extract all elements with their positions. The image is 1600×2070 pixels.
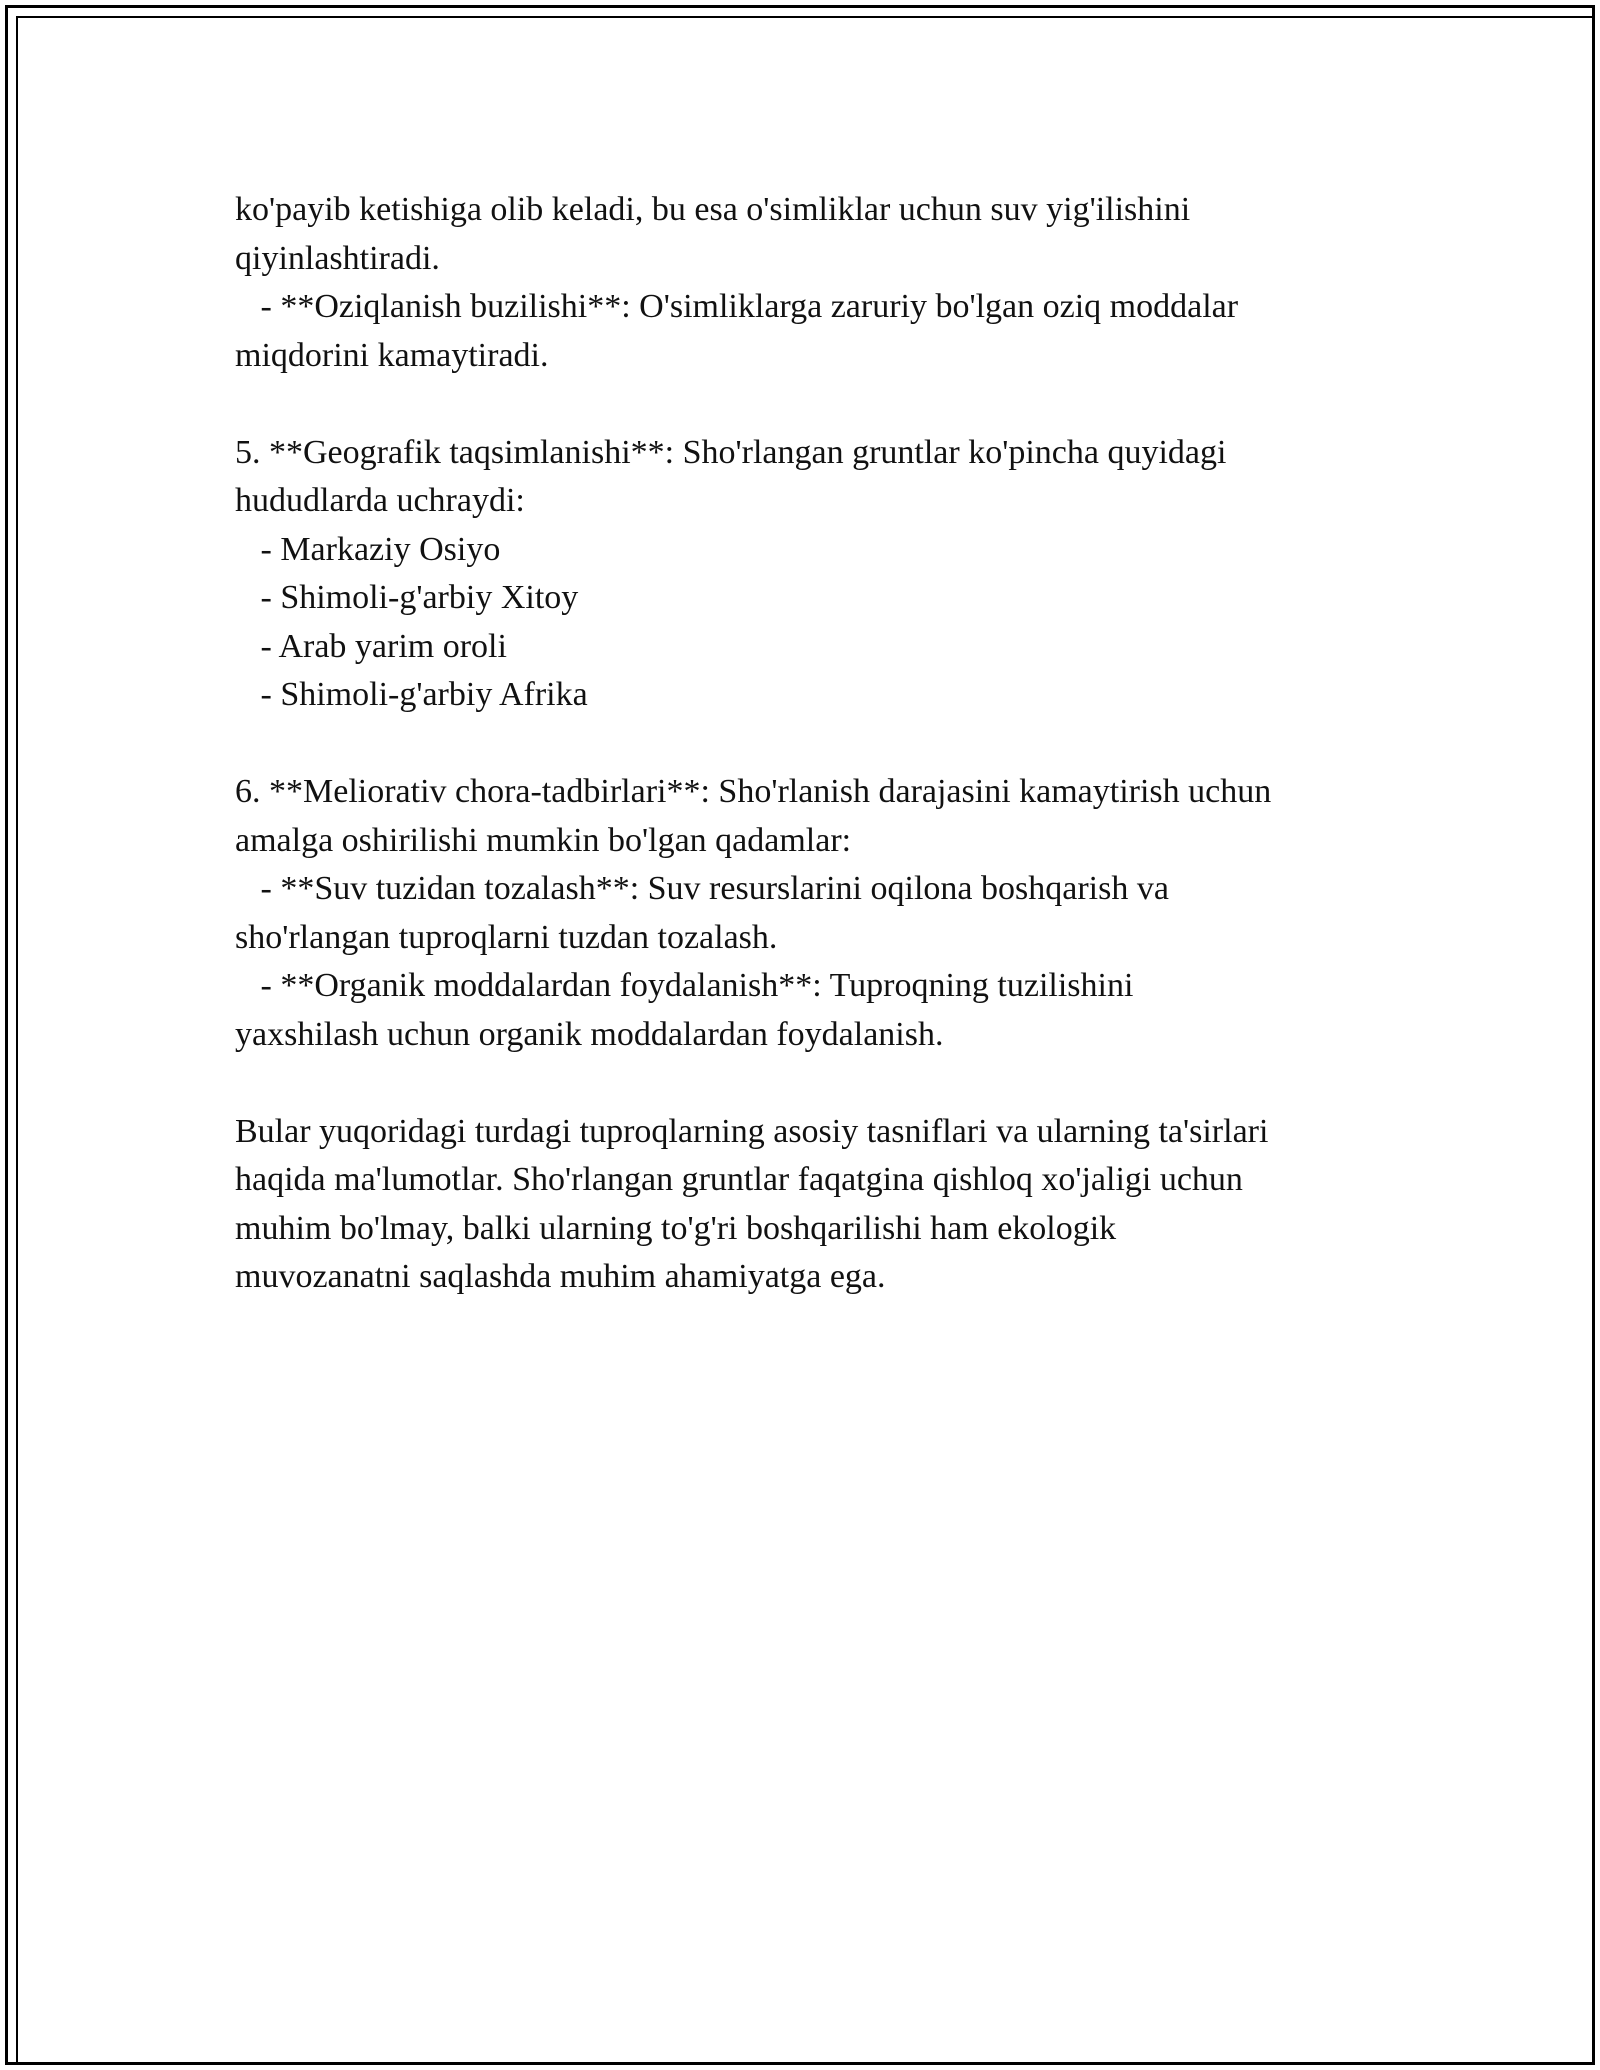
blank-line (235, 720, 1385, 769)
list-item: - Shimoli-g'arbiy Afrika (235, 676, 588, 713)
blank-line (235, 380, 1385, 429)
list-item: - Arab yarim oroli (235, 627, 507, 665)
text-line: - **Oziqlanish buzilishi**: O'simliklarga zaruriy bo'lgan oziq moddalar (235, 288, 1239, 325)
conclusion-line: muhim bo'lmay, balki ularning to'g'ri boshqarilishi ham ekologik (235, 1209, 1117, 1247)
text-line: qiyinlashtiradi. (235, 239, 440, 277)
text-line: sho'rlangan tuproqlarni tuzdan tozalash. (235, 918, 778, 956)
list-item: - Markaziy Osiyo (235, 530, 501, 568)
conclusion-line: Bular yuqoridagi turdagi tuproqlarning asosiy tasniflari va ularning ta'sirlari (235, 1112, 1269, 1150)
text-line: miqdorini kamaytiradi. (235, 336, 549, 374)
text-line: hududlarda uchraydi: (235, 482, 525, 519)
text-line: ko'payib ketishiga olib keladi, bu esa o'simliklar uchun suv yig'ilishini (235, 191, 1191, 228)
text-line: yaxshilash uchun organik moddalardan foydalanish. (235, 1015, 944, 1053)
blank-line (235, 1059, 1385, 1108)
list-item: - **Suv tuzidan tozalash**: Suv resurslarini oqilona boshqarish va (235, 870, 1169, 907)
conclusion-line: muvozanatni saqlashda muhim ahamiyatga ega. (235, 1258, 886, 1295)
list-item: - **Organik moddalardan foydalanish**: Tuproqning tuzilishini (235, 967, 1134, 1004)
conclusion-line: haqida ma'lumotlar. Sho'rlangan gruntlar faqatgina qishloq xo'jaligi uchun (235, 1161, 1243, 1198)
section-heading-5: 5. **Geografik taqsimlanishi**: Sho'rlangan gruntlar ko'pincha quyidagi (235, 433, 1227, 471)
document-body (235, 186, 1385, 1302)
text-line: amalga oshirilishi mumkin bo'lgan qadamlar: (235, 821, 852, 859)
list-item: - Shimoli-g'arbiy Xitoy (235, 579, 579, 616)
section-heading-6: 6. **Meliorativ chora-tadbirlari**: Sho'rlanish darajasini kamaytirish uchun (235, 773, 1272, 810)
